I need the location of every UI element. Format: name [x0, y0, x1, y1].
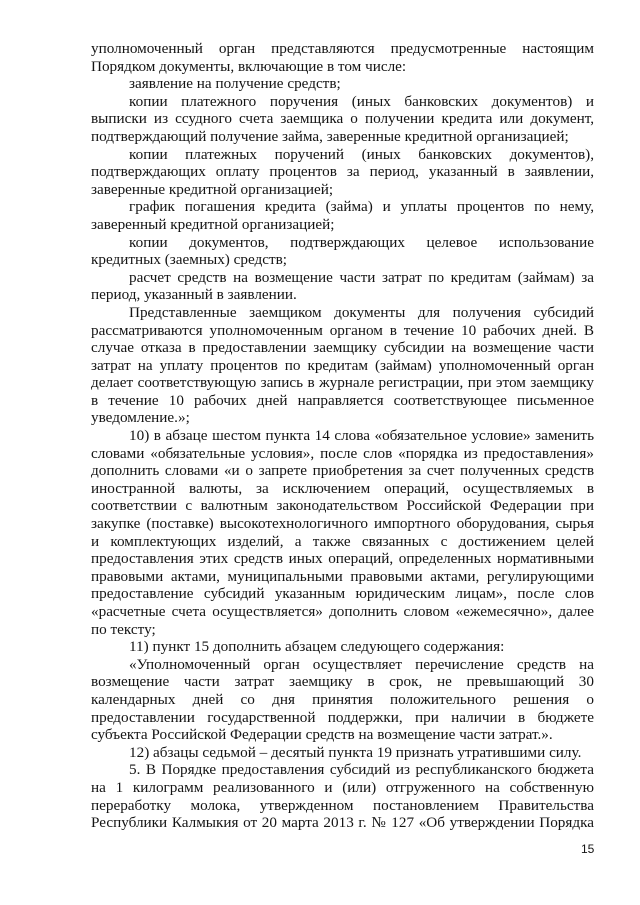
paragraph: 11) пункт 15 дополнить абзацем следующего содержания: [129, 638, 505, 656]
paragraph: копии платежных поручений (иных банковских документов), подтверждающих оплату процентов за период, указанный в заявлении, заверенные кредитной организацией; [91, 145, 594, 198]
body-text [91, 40, 594, 832]
paragraph: Представленные заемщиком документы для получения субсидий рассматриваются уполномоченным органом в течение 10 рабочих дней. В случае отказа в предоставлении заемщику субсидии на возмещение части затрат на уплату процентов по кредитам (займам) уполномоченный орган делает соответствующую запись в журнале регистрации, при этом заемщику в течение 10 рабочих дней направляется соответствующее письменное уведомление.»; [91, 303, 594, 427]
paragraph: копии документов, подтверждающих целевое использование кредитных (заемных) средств; [91, 233, 594, 269]
paragraph: расчет средств на возмещение части затрат по кредитам (займам) за период, указанный в заявлении. [91, 268, 594, 304]
paragraph: 12) абзацы седьмой – десятый пункта 19 признать утратившими силу. [129, 743, 582, 761]
paragraph: уполномоченный орган представляются предусмотренные настоящим Порядком документы, включающие в том числе: [91, 40, 594, 75]
page-number: 15 [581, 842, 595, 856]
paragraph: «Уполномоченный орган осуществляет перечисление средств на возмещение части затрат заемщику в срок, не превышающий 30 календарных дней со дня принятия положительного решения о предоставлении государственной поддержки, при наличии в бюджете субъекта Российской Федерации средств на возмещение части затрат.». [91, 655, 594, 744]
paragraph: 5. В Порядке предоставления субсидий из республиканского бюджета на 1 килограмм реализованного и (или) отгруженного на собственную переработку молока, утвержденном постановлением Правительства Республики Калмыкия от 20 марта 2013 г. № 127 «Об утверждении Порядка [91, 761, 594, 832]
paragraph: заявление на получение средств; [129, 75, 341, 93]
paragraph: 10) в абзаце шестом пункта 14 слова «обязательное условие» заменить словами «обязательные условия», после слов «порядка из предоставления» дополнить словами «и о запрете приобретения за счет полученных средств иностранной валюты, за исключением операций, осуществляемых в соответствии с валютным законодательством Российской Федерации при закупке (поставке) высокотехнологичного импортного оборудования, сырья и комплектующих изделий, а также связанных с достижением целей предоставления этих средств иных операций, определенных нормативными правовыми актами, муниципальными правовыми актами, регулирующими предоставление субсидий указанным юридическим лицам», после слов «расчетные счета осуществляется» дополнить словом «ежемесячно», далее по тексту; [91, 427, 594, 638]
paragraph: копии платежного поручения (иных банковских документов) и выписки из ссудного счета заемщика о получении кредита или документ, подтверждающий получение займа, заверенные кредитной организацией; [91, 92, 594, 145]
paragraph: график погашения кредита (займа) и уплаты процентов по нему, заверенный кредитной организацией; [91, 198, 594, 233]
